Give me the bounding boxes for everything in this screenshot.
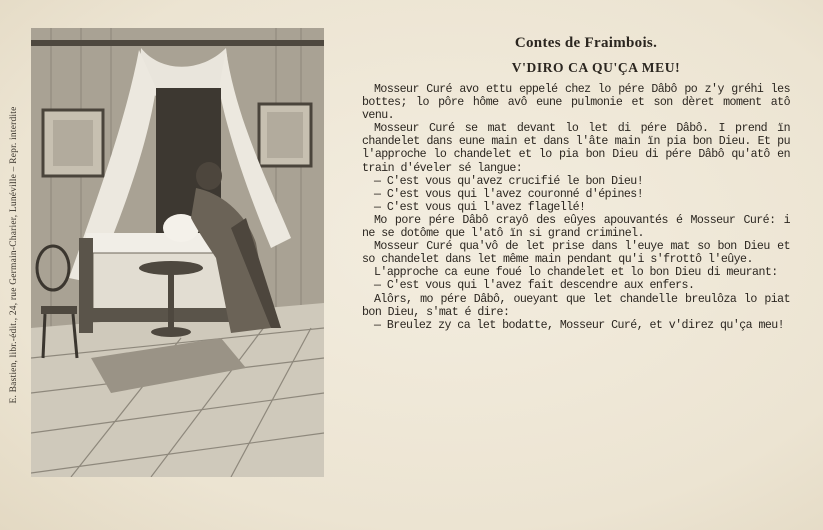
publisher-line: E. Bastien, libr.-édit., 24, rue Germain-Charier, Lunéville – Repr. interdite: [9, 106, 19, 404]
dialogue-line-1: — C'est vous qu'avez crucifié le bon Dieu!: [374, 174, 644, 188]
dialogue-line-4: — C'est vous qui l'avez fait descendre aux enfers.: [374, 279, 695, 293]
publisher-imprint: [4, 30, 24, 480]
collection-title: Contes de Fraimbois.: [514, 35, 658, 51]
illustration-bedside-scene: [31, 28, 324, 477]
story-paragraph-3: Mo pore pére Dâbô crayô des eûyes apouvantés é Mosseur Curé: i ne se dotôme que l'atô ïn si grand criminel.: [362, 213, 790, 241]
story-paragraph-4: Mosseur Curé qua'vô de let prise dans l'euye mat so bon Dieu et so chandelet dans let même main pendant qu'i s'frottô l'eûye.: [362, 240, 790, 267]
story-title: V'DIRO CA QU'ÇA MEU!: [511, 60, 681, 75]
story-text-column: [362, 30, 790, 332]
story-paragraph-2: Mosseur Curé se mat devant lo let di pére Dâbô. I prend ïn chandelet dans eune main et dans l'âte main ïn pia bon Dieu. Et pu l'approche lo chandelet et lo pia bon Dieu di pére Dâbô qu'atô en train d'éveler sé langue:: [362, 122, 790, 175]
engraving-image: [31, 28, 324, 477]
story-paragraph-5: L'approche ca eune foué lo chandelet et lo bon Dieu di meurant:: [374, 266, 778, 280]
story-paragraph-1: Mosseur Curé avo ettu eppelé chez lo pére Dâbô po z'y gréhi les bottes; lo pôre hôme avô eune pulmonie et son dèret moment atô venu.: [362, 83, 790, 123]
story-body: [362, 83, 790, 332]
story-paragraph-6: Alôrs, mo pére Dâbô, oueyant que let chandelle breulôza lo piat bon Dieu, s'mat é dire:: [362, 292, 790, 319]
dialogue-line-3: — C'est vous qui l'avez flagellé!: [374, 200, 586, 214]
story-paragraph-7: — Breulez zy ca let bodatte, Mosseur Curé, et v'direz qu'ça meu!: [374, 318, 785, 332]
dialogue-line-2: — C'est vous qui l'avez couronné d'épines!: [374, 187, 644, 201]
